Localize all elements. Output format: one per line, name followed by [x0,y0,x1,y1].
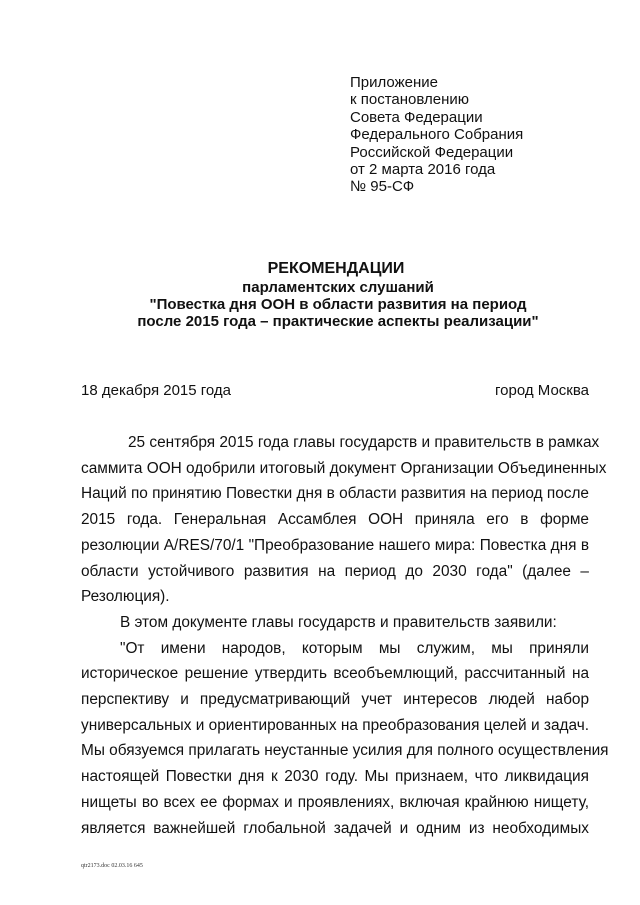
quote-line: универсальных и ориентированных на преобразования целей и задач. [81,716,589,734]
appendix-line: Приложение [350,74,438,91]
appendix-line: от 2 марта 2016 года [350,161,496,179]
paragraph-line: Резолюция). [81,588,170,606]
paragraph-line: области устойчивого развития на период до 2030 года" (далее – [81,562,589,580]
document-date: 18 декабря 2015 года [81,382,232,399]
paragraph-line: 25 сентября 2015 года главы государств и правительств в рамках [128,434,600,451]
appendix-reference [350,74,523,196]
appendix-line: Совета Федерации [350,108,483,126]
title-line: "Повестка дня ООН в области развития на период [149,296,527,313]
appendix-line: Федерального Собрания [350,126,524,144]
paragraph-line: В этом документе главы государств и правительств заявили: [120,613,557,631]
document-city: город Москва [495,382,589,399]
quote-line: настоящей Повестки дня к 2030 году. Мы признаем, что ликвидация [81,768,589,786]
appendix-line: Российской Федерации [350,143,514,161]
paragraph-line: резолюции A/RES/70/1 "Преобразование нашего мира: Повестка дня в [81,536,589,554]
document-body [81,430,609,841]
quote-line: историческое решение утвердить всеобъемлющий, рассчитанный на [81,665,589,683]
document-title [0,260,640,330]
quote-line: Мы обязуемся прилагать неустанные усилия для полного осуществления [81,742,609,760]
paragraph-line: Наций по принятию Повестки дня в области развития на период после [81,485,589,503]
quote-line: перспективу и предусматривающий учет интересов людей набор [81,691,589,709]
file-footer: qtr2173.doc 02.03.16 645 [81,863,143,869]
quote-line: нищеты во всех ее формах и проявлениях, включая крайнюю нищету, [81,793,589,811]
appendix-line: № 95-СФ [350,178,415,196]
paragraph-line: саммита ООН одобрили итоговый документ Организации Объединенных [81,459,607,477]
title-line: после 2015 года – практические аспекты реализации" [137,313,539,330]
appendix-line: к постановлению [350,91,469,109]
quote-line: является важнейшей глобальной задачей и одним из необходимых [81,819,589,837]
paragraph-line: 2015 года. Генеральная Ассамблея ООН приняла его в форме [81,511,589,529]
title-heading: РЕКОМЕНДАЦИИ [267,260,405,277]
quote-line: "От имени народов, которым мы служим, мы приняли [120,639,589,657]
title-line: парламентских слушаний [242,279,434,296]
